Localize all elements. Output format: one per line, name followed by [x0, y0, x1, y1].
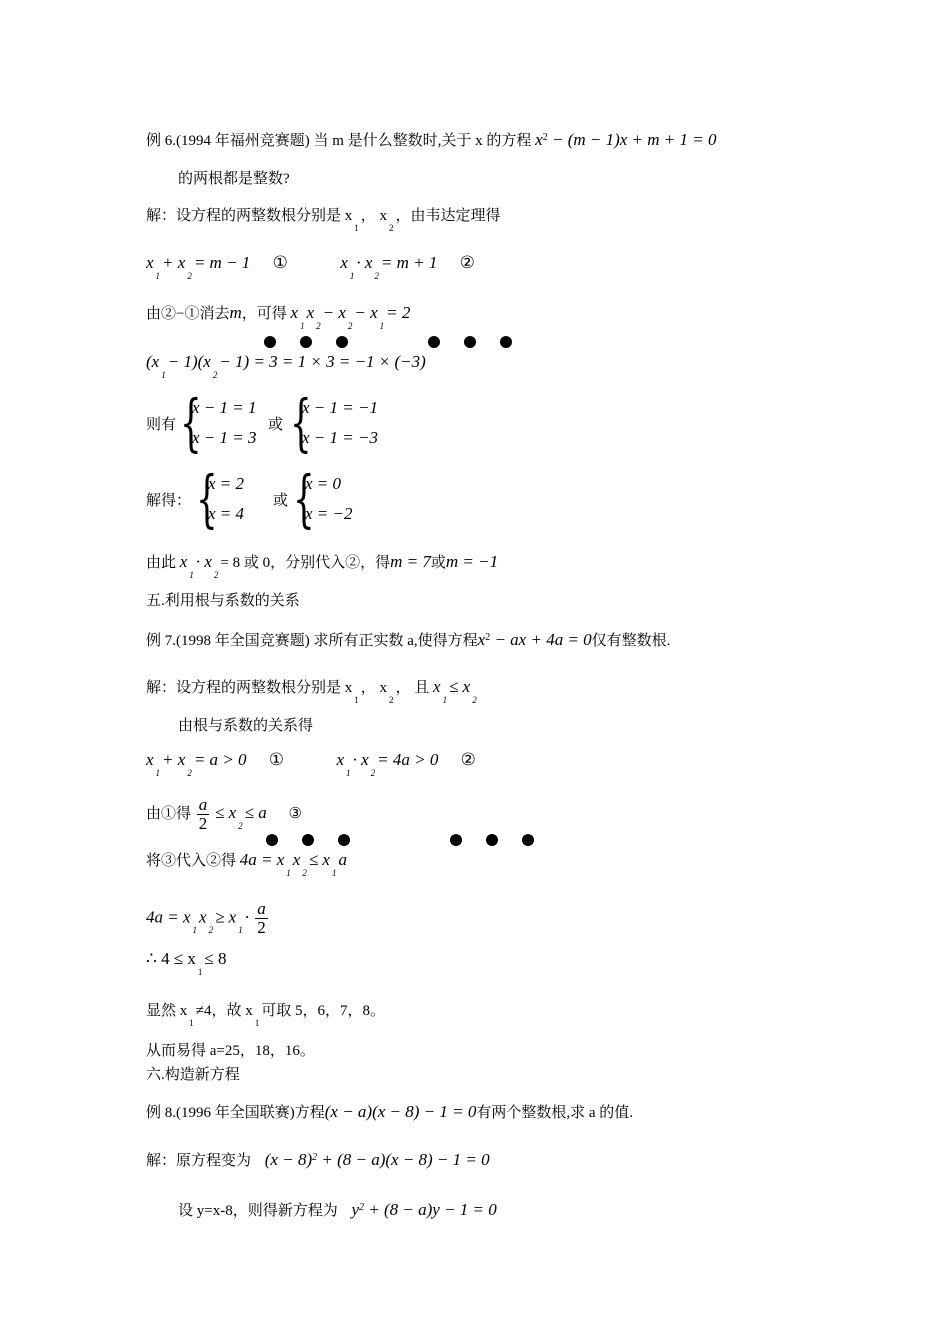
brace: { — [180, 386, 202, 459]
ex8-solution: 解：原方程变为 $(x - 8)^2 + (8 - a)(x - 8) - 1 = 0$ — [146, 1150, 490, 1169]
emphasis-dot — [486, 834, 498, 846]
ex7-relation-label: 由根与系数的关系得 — [178, 718, 314, 734]
system3-top: x = 2 — [208, 474, 245, 493]
system4-top: x = 0 — [305, 474, 342, 493]
system3-bottom: x = 4 — [208, 504, 245, 523]
emphasis-dot — [302, 834, 314, 846]
ex6-solution-intro: 解：设方程的两整数根分别是 $x_1$， $x_2$，由韦达定理得 — [146, 208, 501, 233]
ex6-line2: 的两根都是整数? — [178, 171, 290, 187]
section-5-heading: 五.利用根与系数的关系 — [146, 593, 300, 609]
brace: { — [290, 386, 312, 459]
then-label: 则有 — [146, 417, 177, 433]
ex7-vieta-relations: $x_1+ x_2= a > 0$ ① $x_1\cdot x_2= 4a > 0$ ② — [146, 750, 476, 778]
brace: { — [293, 462, 315, 535]
emphasis-dot — [428, 336, 440, 348]
ex6-conclusion: 由此 $x_1\cdot x_2= 8$ 或 0，分别代入②，得m = 7或m = −1 — [146, 552, 499, 580]
ex7-obvious: 显然 $x_1\ne 4$，故 $x_1$可取 5，6，7，8。 — [146, 1003, 386, 1028]
ex7-solution-intro: 解：设方程的两整数根分别是 $x_1$， $x_2$， 且 $x_1\le x_2$ — [146, 677, 477, 705]
emphasis-dot — [464, 336, 476, 348]
fraction: $\frac{a}{2}$ — [198, 795, 208, 833]
emphasis-dot — [300, 336, 312, 348]
ex6-line1: 例 6.(1994 年福州竞赛题) 当 m 是什么整数时,关于 x 的方程 $x^2 - (m - 1)x + m + 1 = 0$ — [146, 130, 717, 149]
fraction: $\frac{a}{2}$ — [257, 899, 266, 937]
ex7-line1: 例 7.(1998 年全国竞赛题) 求所有正实数 a,使得方程$x^2$ − ax + 4a = 0仅有整数根. — [146, 630, 671, 649]
brace: { — [196, 462, 218, 535]
ex7-from-1: 由①得 $\frac{a}{2}$ ≤ $x_2\le a$ ③ — [146, 795, 302, 833]
emphasis-dot — [338, 834, 350, 846]
emphasis-dot — [450, 834, 462, 846]
ex6-vieta-relations: $x_1+ x_2= m - 1$ ① $x_1\cdot x_2= m + 1$ ② — [146, 253, 475, 281]
or-label: 或 — [273, 493, 289, 509]
system2-bottom: x − 1 = −3 — [302, 428, 378, 447]
emphasis-dot — [264, 336, 276, 348]
emphasis-dot — [336, 336, 348, 348]
ex7-therefore: ∴ $4 \le x_1\le 8$ — [146, 949, 227, 977]
emphasis-dot — [500, 336, 512, 348]
ex6-elimination: 由②−①消去m，可得 $x_1x_2- x_2- x_1= 2$ — [146, 303, 411, 331]
ex7-inequality: $4a = x_1x_2\ge x_1\cdot$ $\frac{a}{2}$ — [146, 899, 266, 937]
ex8-line1: 例 8.(1996 年全国联赛)方程(x − a)(x − 8) − 1 = 0有两个整数根,求 a 的值. — [146, 1102, 634, 1121]
ex8-substitution: 设 y=x-8，则得新方程为 $y^2 + (8 - a)y - 1 = 0$ — [178, 1200, 497, 1219]
ex7-result: 从而易得 a=25，18，16。 — [146, 1043, 315, 1059]
ex6-factorization: $(x_1- 1)(x_2- 1) = 3 = 1 \times 3 = -1 \times (-3)$ — [146, 352, 426, 380]
emphasis-dot — [522, 834, 534, 846]
section-6-heading: 六.构造新方程 — [146, 1067, 240, 1083]
system1-bottom: x − 1 = 3 — [192, 428, 257, 447]
or-label: 或 — [268, 417, 284, 433]
solve-label: 解得： — [146, 493, 192, 509]
emphasis-dot — [266, 834, 278, 846]
system1-top: x − 1 = 1 — [192, 398, 257, 417]
system4-bottom: x = −2 — [305, 504, 353, 523]
ex7-substitute: 将③代入②得 $4a = x_1x_2\le x_1a$ — [146, 850, 347, 878]
system2-top: x − 1 = −1 — [302, 398, 378, 417]
